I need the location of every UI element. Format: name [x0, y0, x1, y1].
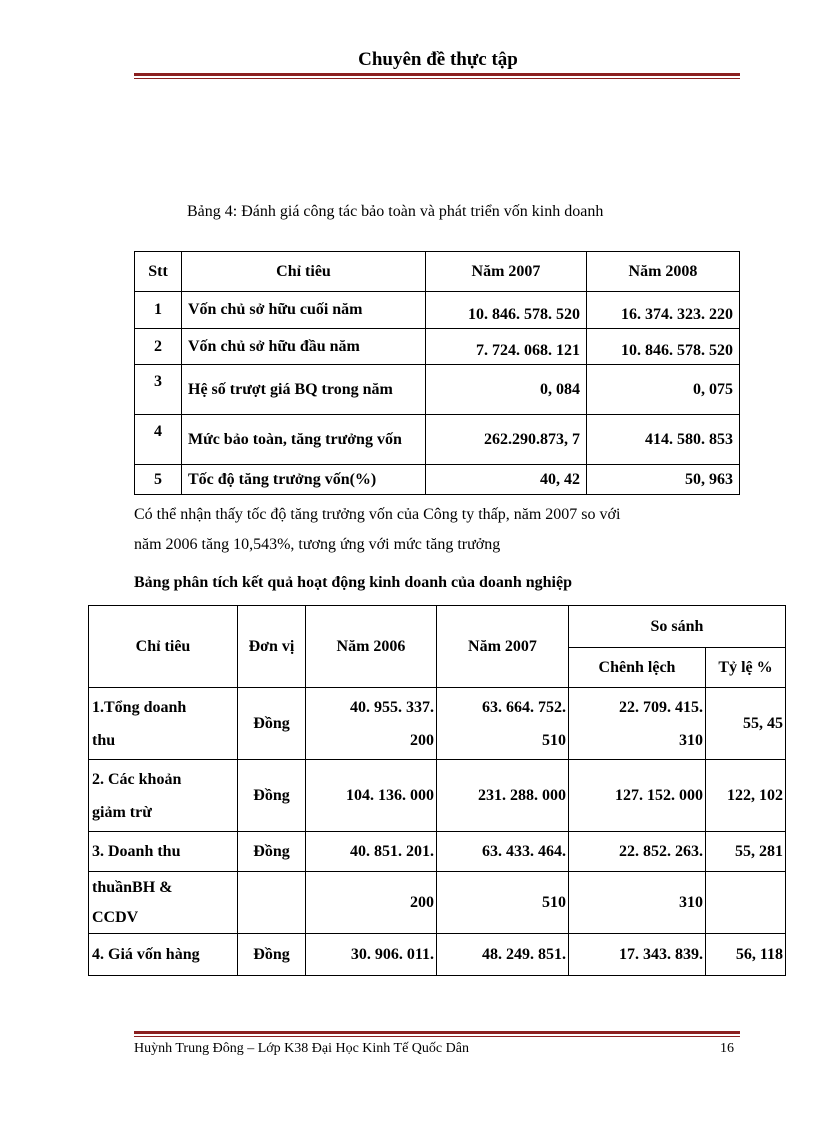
cell-value: 414. 580. 853 [587, 415, 740, 465]
header-chenh-lech: Chênh lệch [569, 648, 706, 688]
cell-value-line-2: 200 [410, 731, 434, 749]
cell-value-pct: 56, 118 [706, 934, 786, 976]
cell-value-2006: 40. 851. 201. [306, 832, 437, 872]
cell-value: 7. 724. 068. 121 [426, 329, 587, 365]
cell-value-2006: 104. 136. 000 [306, 760, 437, 832]
cell-value-line-2: 310 [679, 731, 703, 749]
table-header-row [135, 252, 740, 292]
header-stt: Stt [135, 252, 182, 292]
capital-evaluation-table [134, 251, 740, 495]
table-row [135, 465, 740, 495]
table-header-row [89, 606, 786, 648]
cell-name: Vốn chủ sở hữu đầu năm [182, 329, 426, 365]
footer-author: Huỳnh Trung Đông – Lớp K38 Đại Học Kinh Tế Quốc Dân [134, 1041, 469, 1056]
cell-value-2007: 48. 249. 851. [437, 934, 569, 976]
table-row [135, 415, 740, 465]
cell-value-line-1: 40. 955. 337. [350, 698, 434, 716]
cell-value-line-2: 510 [542, 731, 566, 749]
table-row [89, 934, 786, 976]
cell-value: 0, 084 [426, 365, 587, 415]
footer-rule-thin [134, 1036, 740, 1037]
cell-stt: 5 [135, 465, 182, 495]
paragraph-line-1: Có thể nhận thấy tốc độ tăng trưởng vốn của Công ty thấp, năm 2007 so với [134, 506, 621, 523]
header-don-vi: Đơn vị [238, 606, 306, 688]
cell-unit: Đồng [238, 832, 306, 872]
cell-stt: 1 [135, 292, 182, 329]
table-row [135, 365, 740, 415]
header-ty-le: Tỷ lệ % [706, 648, 786, 688]
table-row [89, 760, 786, 832]
cell-stt: 4 [135, 415, 182, 465]
footer-rule-thick [134, 1031, 740, 1034]
cell-name: Mức bảo toàn, tăng trưởng vốn [182, 415, 426, 465]
results-table-caption: Bảng phân tích kết quả hoạt động kinh doanh của doanh nghiệp [134, 574, 572, 591]
header-nam-2008: Năm 2008 [587, 252, 740, 292]
cell-name [89, 688, 238, 760]
cell-unit-empty [238, 872, 306, 934]
cell-name: 4. Giá vốn hàng [89, 934, 238, 976]
cell-value: 10. 846. 578. 520 [426, 292, 587, 329]
header-so-sanh: So sánh [569, 606, 786, 648]
cell-name: 3. Doanh thu [89, 832, 238, 872]
cell-value-2007 [437, 688, 569, 760]
cell-unit: Đồng [238, 688, 306, 760]
cell-name-line-2: giảm trừ [92, 803, 152, 821]
cell-value-diff: 17. 343. 839. [569, 934, 706, 976]
table-row [89, 688, 786, 760]
cell-name: Tốc độ tăng trưởng vốn(%) [182, 465, 426, 495]
cell-value-2007: 63. 433. 464. [437, 832, 569, 872]
cell-name-line-1: 1.Tổng doanh [92, 698, 187, 716]
table4-caption: Bảng 4: Đánh giá công tác bảo toàn và phát triển vốn kinh doanh [187, 203, 604, 220]
cell-unit: Đồng [238, 760, 306, 832]
cell-unit: Đồng [238, 934, 306, 976]
cell-name-line-2: CCDV [92, 908, 139, 926]
cell-name-line-1: 2. Các khoản [92, 770, 182, 788]
table-row [89, 872, 786, 934]
cell-value: 40, 42 [426, 465, 587, 495]
table-row [135, 292, 740, 329]
cell-stt: 2 [135, 329, 182, 365]
header-nam-2007: Năm 2007 [426, 252, 587, 292]
header-rule-thick [134, 73, 740, 76]
cell-stt: 3 [135, 365, 182, 415]
table-row [135, 329, 740, 365]
cell-value-2006: 200 [306, 872, 437, 934]
cell-name [89, 760, 238, 832]
cell-value-2007: 510 [437, 872, 569, 934]
cell-name: Vốn chủ sở hữu cuối năm [182, 292, 426, 329]
cell-value-2006 [306, 688, 437, 760]
header-rule-thin [134, 78, 740, 79]
cell-value: 262.290.873, 7 [426, 415, 587, 465]
page-header-title: Chuyên đề thực tập [358, 49, 518, 70]
page-number: 16 [720, 1041, 734, 1056]
cell-value: 0, 075 [587, 365, 740, 415]
header-nam-2006: Năm 2006 [306, 606, 437, 688]
business-results-table [88, 605, 786, 976]
cell-value-line-1: 22. 709. 415. [619, 698, 703, 716]
cell-value: 50, 963 [587, 465, 740, 495]
cell-value-diff: 310 [569, 872, 706, 934]
header-nam-2007: Năm 2007 [437, 606, 569, 688]
cell-value-pct: 55, 45 [706, 688, 786, 760]
table-row [89, 832, 786, 872]
cell-value-2006: 30. 906. 011. [306, 934, 437, 976]
header-chi-tieu: Chỉ tiêu [182, 252, 426, 292]
cell-value-diff: 127. 152. 000 [569, 760, 706, 832]
cell-value: 10. 846. 578. 520 [587, 329, 740, 365]
cell-value-diff: 22. 852. 263. [569, 832, 706, 872]
cell-value-pct-empty [706, 872, 786, 934]
cell-value-line-1: 63. 664. 752. [482, 698, 566, 716]
cell-value: 16. 374. 323. 220 [587, 292, 740, 329]
cell-value-2007: 231. 288. 000 [437, 760, 569, 832]
paragraph-line-2: năm 2006 tăng 10,543%, tương ứng với mức tăng trưởng [134, 536, 501, 553]
cell-name-line-1: thuầnBH & [92, 878, 173, 896]
cell-name [89, 872, 238, 934]
cell-name: Hệ số trượt giá BQ trong năm [182, 365, 426, 415]
cell-name-line-2: thu [92, 731, 116, 749]
cell-value-pct: 55, 281 [706, 832, 786, 872]
cell-value-pct: 122, 102 [706, 760, 786, 832]
cell-value-diff [569, 688, 706, 760]
header-chi-tieu: Chỉ tiêu [89, 606, 238, 688]
